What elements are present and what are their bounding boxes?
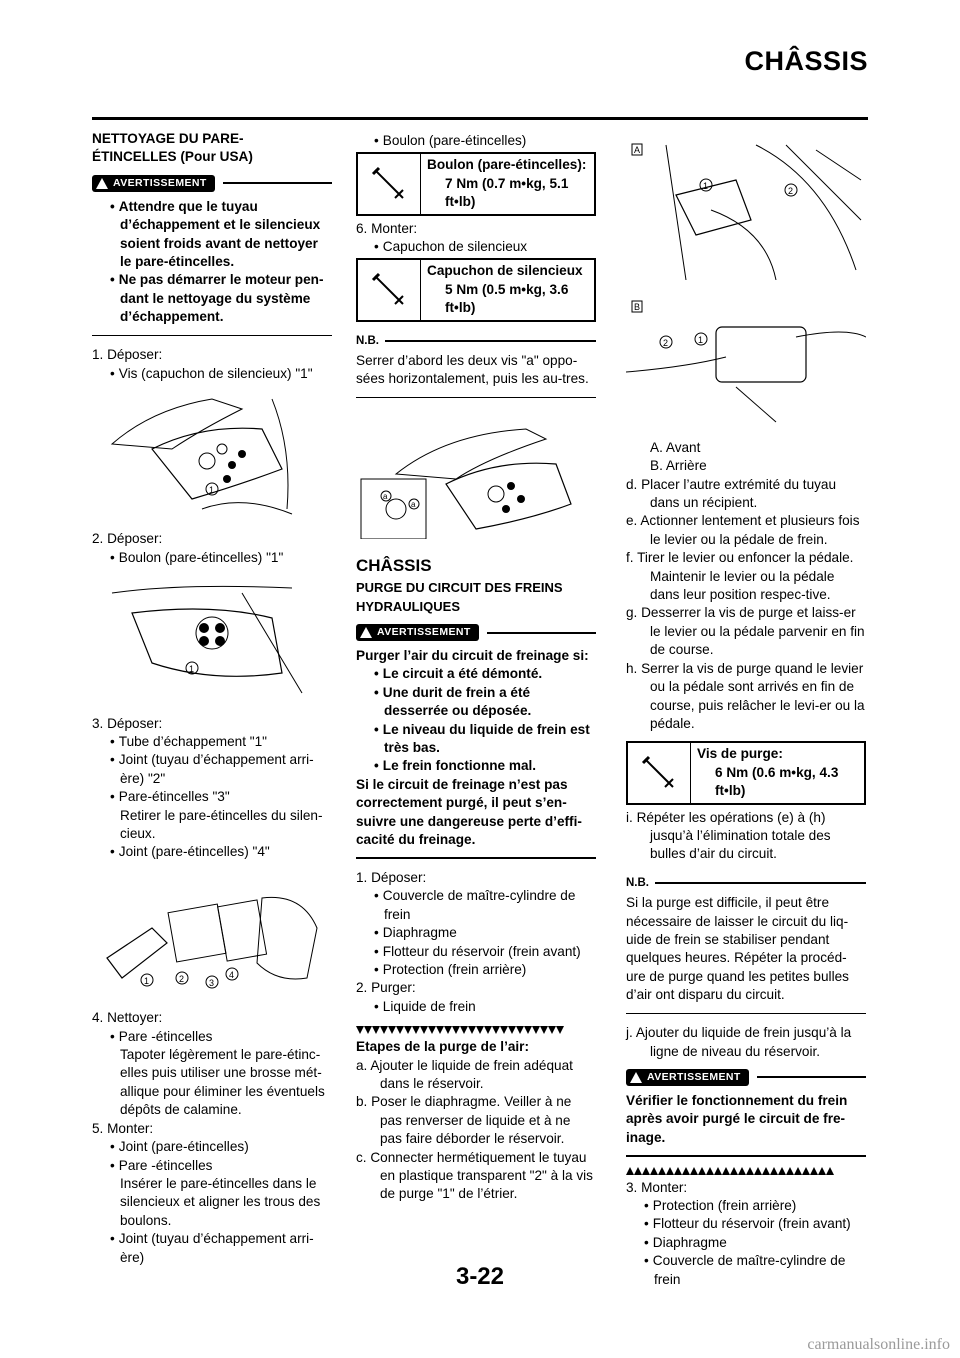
figure-muffler-screws	[356, 414, 596, 539]
procedure-step: a. Ajouter le liquide de frein adéquat dans le réservoir.	[356, 1057, 573, 1092]
svg-text:1: 1	[698, 335, 704, 346]
warning-badge: AVERTISSEMENT	[92, 175, 215, 192]
svg-text:A: A	[634, 145, 641, 155]
step-item: • Boulon (pare-étincelles)	[356, 132, 596, 150]
step-item: • Flotteur du réservoir (frein avant)	[626, 1215, 866, 1233]
torque-spec-box	[626, 741, 866, 804]
svg-text:3: 3	[209, 977, 215, 988]
procedure-step: j. Ajouter du liquide de frein jusqu’à la ligne de niveau du réservoir.	[626, 1025, 852, 1059]
svg-text:1: 1	[189, 664, 195, 675]
warning-text: Si le circuit de freinage n’est pas correctement purgé, il peut s’en-suivre une dangereuse perte d’effi-cacité du freinage.	[356, 776, 582, 848]
procedure-step: e. Actionner lentement et plusieurs fois le levier ou la pédale de frein.	[626, 513, 860, 547]
warning-icon	[96, 178, 108, 189]
warning-item: • Le frein fonctionne mal.	[356, 757, 596, 775]
figure-exhaust-parts	[92, 868, 332, 998]
warning-text: Vérifier le fonctionnement du frein après avoir purgé le circuit de fre-inage.	[626, 1092, 848, 1145]
warning-header	[356, 624, 596, 641]
step-item: • Pare -étincelles	[92, 1028, 332, 1046]
figure-front-caliper	[626, 140, 866, 280]
watermark: carmanualsonline.info	[807, 1336, 950, 1353]
step-item: • Pare -étincelles	[92, 1157, 332, 1175]
step-item: • Joint (tuyau d’échappement arri-ère)	[92, 1230, 332, 1267]
warning-item: • Le circuit a été démonté.	[356, 665, 596, 683]
step-item: • Boulon (pare-étincelles) "1"	[92, 549, 332, 567]
svg-text:a: a	[383, 492, 388, 502]
torque-value: 5 Nm (0.5 m•kg, 3.6 ft•lb)	[445, 281, 569, 316]
procedure-start-marker	[356, 1026, 596, 1034]
step-title: 4. Nettoyer:	[92, 1010, 163, 1026]
warning-badge: AVERTISSEMENT	[356, 624, 479, 641]
step-item: • Protection (frein arrière)	[626, 1197, 866, 1215]
column-3	[626, 140, 866, 1289]
step-title: 5. Monter:	[92, 1120, 154, 1136]
step-title: 2. Déposer:	[92, 531, 163, 547]
figure-muffler-cap	[92, 389, 332, 519]
svg-text:1: 1	[703, 181, 709, 191]
svg-text:1: 1	[144, 975, 150, 986]
svg-text:2: 2	[179, 973, 185, 984]
warning-item: • Une durit de frein a été desserrée ou déposée.	[356, 684, 596, 721]
column-1	[92, 130, 332, 1267]
section-heading: NETTOYAGE DU PARE-ÉTINCELLES (Pour USA)	[92, 131, 253, 165]
note-text: Si la purge est difficile, il peut être nécessaire de laisser le circuit du liq-uide de frein se stabiliser pendant quelques heures. Répéter la procéd-ure de purge quand les petites bulles d’air ont disparu du circuit.	[626, 895, 849, 1003]
step-title: 3. Monter:	[626, 1179, 688, 1195]
procedure-heading: Etapes de la purge de l’air:	[356, 1039, 529, 1055]
step-item: • Diaphragme	[356, 924, 596, 942]
warning-item: • Le niveau du liquide de frein est très bas.	[356, 721, 596, 758]
step-item: • Flotteur du réservoir (frein avant)	[356, 943, 596, 961]
svg-text:B: B	[634, 302, 641, 313]
step-item: • Vis (capuchon de silencieux) "1"	[92, 365, 332, 383]
procedure-step: b. Poser le diaphragme. Veiller à ne pas renverser de liquide et à ne pas faire déborder le réservoir.	[356, 1094, 572, 1147]
step-note: Insérer le pare-étincelles dans le silencieux et aligner les trous des boulons.	[120, 1175, 321, 1228]
torque-title: Capuchon de silencieux	[427, 263, 583, 279]
procedure-step: f. Tirer le levier ou enfoncer la pédale. Maintenir le levier ou la pédale dans leur position respec-tive.	[626, 550, 854, 603]
procedure-step: d. Placer l’autre extrémité du tuyau dans un récipient.	[626, 476, 837, 511]
step-item: • Capuchon de silencieux	[356, 238, 596, 256]
procedure-step: h. Serrer la vis de purge quand le levier ou la pédale sont arrivés en fin de course, puis relâcher le levi-er ou la pédale.	[626, 660, 865, 731]
step-item: • Joint (tuyau d’échappement arri-ère) "2"	[92, 751, 332, 788]
svg-text:4: 4	[229, 969, 235, 980]
step-item: • Joint (pare-étincelles) "4"	[92, 843, 332, 861]
section-heading: PURGE DU CIRCUIT DES FREINS HYDRAULIQUES	[356, 580, 563, 614]
step-item: • Couvercle de maître-cylindre de frein	[356, 887, 596, 924]
warning-item: • Ne pas démarrer le moteur pen-dant le nettoyage du système d’échappement.	[92, 271, 332, 326]
step-title: 1. Déposer:	[92, 347, 163, 363]
torque-spec-box	[356, 152, 596, 215]
warning-text: Purger l’air du circuit de freinage si:	[356, 648, 589, 663]
torque-value: 7 Nm (0.7 m•kg, 5.1 ft•lb)	[445, 175, 569, 210]
torque-wrench-icon	[358, 260, 421, 319]
figure-caption: B. Arrière	[650, 458, 707, 474]
step-note: Retirer le pare-étincelles du silen-cieux.	[120, 807, 323, 842]
torque-value: 6 Nm (0.6 m•kg, 4.3 ft•lb)	[715, 764, 839, 799]
step-item: • Joint (pare-étincelles)	[92, 1138, 332, 1156]
section-title: CHÂSSIS	[356, 555, 432, 575]
step-item: • Couvercle de maître-cylindre de frein	[626, 1252, 866, 1289]
procedure-step: c. Connecter hermétiquement le tuyau en plastique transparent "2" à la vis de purge "1" de l’étrier.	[356, 1149, 593, 1202]
note-text: Serrer d’abord les deux vis "a" oppo-sées horizontalement, puis les au-tres.	[356, 353, 589, 387]
warning-badge: AVERTISSEMENT	[626, 1069, 749, 1086]
torque-wrench-icon	[358, 154, 421, 213]
step-item: • Tube d’échappement "1"	[92, 733, 332, 751]
step-title: 6. Monter:	[356, 220, 418, 236]
svg-text:1: 1	[209, 484, 215, 495]
warning-icon	[630, 1072, 642, 1083]
svg-text:2: 2	[788, 186, 794, 196]
page-header-title: CHÂSSIS	[744, 46, 868, 76]
svg-text:a: a	[411, 500, 416, 510]
note-header: N.B.	[356, 332, 596, 350]
torque-title: Vis de purge:	[697, 746, 783, 762]
note-header: N.B.	[626, 874, 866, 892]
step-title: 3. Déposer:	[92, 715, 163, 731]
step-item: • Liquide de frein	[356, 998, 596, 1016]
step-item: • Diaphragme	[626, 1234, 866, 1252]
step-note: Tapoter légèrement le pare-étinc-elles puis utiliser une brosse mét-allique pour éliminer les éventuels dépôts de calamine.	[120, 1047, 325, 1118]
torque-spec-box	[356, 258, 596, 321]
svg-text:2: 2	[663, 338, 669, 349]
torque-title: Boulon (pare-étincelles):	[427, 157, 587, 173]
warning-header	[626, 1069, 866, 1086]
step-title: 1. Déposer:	[356, 869, 427, 885]
figure-spark-arrester-bolt	[92, 573, 332, 703]
warning-header	[92, 175, 332, 192]
procedure-end-marker	[626, 1167, 866, 1175]
step-item: • Pare-étincelles "3"	[92, 788, 332, 806]
header-rule	[92, 117, 868, 120]
warning-icon	[360, 627, 372, 638]
figure-caption: A. Avant	[650, 439, 701, 455]
step-item: • Protection (frein arrière)	[356, 961, 596, 979]
procedure-step: g. Desserrer la vis de purge et laiss-er le levier ou la pédale parvenir en fin de course.	[626, 605, 865, 658]
column-2	[356, 132, 596, 1204]
page-number: 3-22	[455, 1263, 505, 1290]
procedure-step: i. Répéter les opérations (e) à (h) jusqu’à l’élimination totale des bulles d’air du circuit.	[626, 809, 831, 862]
step-title: 2. Purger:	[356, 980, 416, 996]
torque-wrench-icon	[628, 743, 691, 802]
figure-rear-caliper	[626, 297, 866, 427]
warning-item: • Attendre que le tuyau d’échappement et le silencieux soient froids avant de nettoyer le pare-étincelles.	[92, 198, 332, 272]
